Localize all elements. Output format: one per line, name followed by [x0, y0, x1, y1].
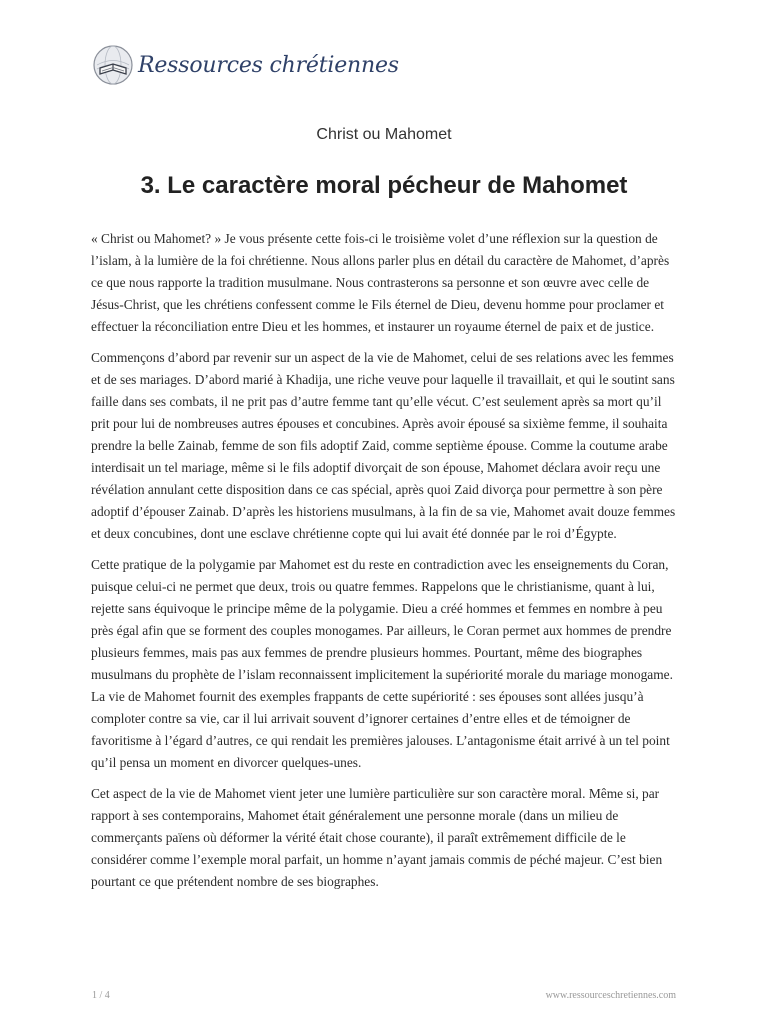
- page-number: 1 / 4: [92, 990, 110, 1001]
- book-globe-icon: [92, 44, 134, 86]
- series-title: Christ ou Mahomet: [316, 126, 452, 143]
- brand-name: Ressources chrétiennes: [138, 52, 399, 78]
- article-body: [91, 228, 677, 902]
- site-header: [92, 42, 399, 88]
- paragraph: « Christ ou Mahomet? » Je vous présente cette fois-ci le troisième volet d’une réflexion sur la question de l’islam, à la lumière de la foi chrétienne. Nous allons parler plus en détail du caractère de Mahomet, d’après ce que nous rapporte la tradition musulmane. Nous contrasterons sa personne et son œuvre avec celle de Jésus-Christ, que les chrétiens confessent comme le Fils éternel de Dieu, devenu homme pour proclamer et effectuer la réconciliation entre Dieu et les hommes, et instaurer un royaume éternel de paix et de justice.: [91, 231, 670, 334]
- paragraph: Cette pratique de la polygamie par Mahomet est du reste en contradiction avec les enseignements du Coran, puisque celui-ci ne permet que deux, trois ou quatre femmes. Rappelons que le christianisme, quant à lui, rejette sans équivoque le principe même de la polygamie. Dieu a créé hommes et femmes en nombre à peu près égal afin que se forment des couples monogames. Par ailleurs, le Coran permet aux hommes de prendre plusieurs femmes, mais pas aux femmes de prendre plusieurs hommes. Pourtant, même des biographes musulmans du prophète de l’islam reconnaissent implicitement la supériorité morale du mariage monogame. La vie de Mahomet fournit des exemples frappants de cette supériorité : ses épouses sont allées jusqu’à comploter contre sa vie, car il lui arrivait souvent d’ignorer certaines d’entre elles et de témoigner de favoritisme à l’égard d’autres, ce qui rendait les premières jalouses. L’antagonisme était arrivé à un tel point qu’il pensa un moment en divorcer quelques-unes.: [91, 557, 673, 770]
- page-title: 3. Le caractère moral pécheur de Mahomet: [140, 172, 628, 199]
- footer-url: www.ressourceschretiennes.com: [545, 990, 676, 1001]
- paragraph: Commençons d’abord par revenir sur un aspect de la vie de Mahomet, celui de ses relations avec les femmes et de ses mariages. D’abord marié à Khadija, une riche veuve pour laquelle il travaillait, et qui le soutint sans faille dans ses combats, il ne prit pas d’autre femme tant qu’elle vécut. C’est seulement après sa mort qu’il prit pour lui de nombreuses autres épouses et concubines. Après avoir épousé sa sixième femme, il souhaita prendre la belle Zainab, femme de son fils adoptif Zaid, comme septième épouse. Comme la coutume arabe interdisait un tel mariage, même si le fils adoptif divorçait de son épouse, Mahomet déclara avoir reçu une révélation annulant cette disposition dans ce cas spécial, après quoi Zaid divorça pour permettre à son père adoptif d’épouser Zainab. D’après les historiens musulmans, à la fin de sa vie, Mahomet avait douze femmes et deux concubines, dont une esclave chrétienne copte qui lui avait été donnée par le roi d’Égypte.: [91, 350, 676, 541]
- paragraph: Cet aspect de la vie de Mahomet vient jeter une lumière particulière sur son caractère moral. Même si, par rapport à ses contemporains, Mahomet était généralement une personne morale (dans un milieu de commerçants païens où déformer la vérité était chose courante), il paraît extrêmement difficile de le considérer comme l’exemple moral parfait, un homme n’ayant jamais commis de péché majeur. C’est bien pourtant ce que prétendent nombre de ses biographes.: [91, 786, 663, 889]
